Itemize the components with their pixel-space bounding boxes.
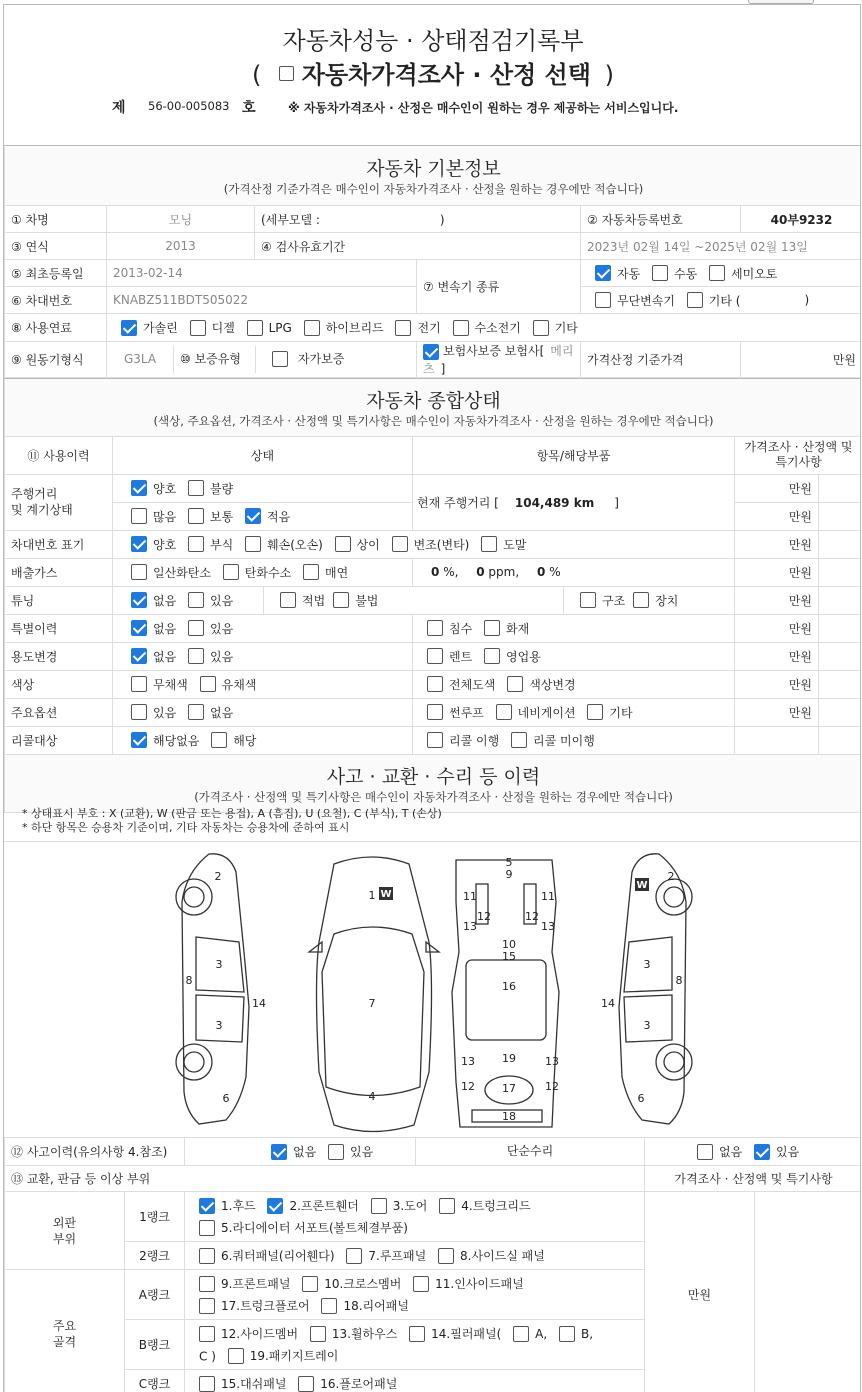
hood-mark-w: W xyxy=(380,889,392,900)
diagram-part-number: 19 xyxy=(502,1052,516,1065)
diagram-part-number: 8 xyxy=(185,974,193,987)
inspection-validity: 2023년 02월 14일 ~2025년 02월 13일 xyxy=(581,233,862,260)
diagram-part-number: 13 xyxy=(545,1055,559,1068)
purpose-exist-checkbox[interactable] xyxy=(188,648,204,664)
trans-manual-checkbox[interactable] xyxy=(652,265,668,281)
insurer-name: 메리츠 xyxy=(423,344,574,376)
diagram-part-number: 18 xyxy=(502,1110,516,1123)
diagram-part-number: 12 xyxy=(461,1080,475,1093)
car-diagram-svg xyxy=(4,842,861,1138)
special-fire-checkbox[interactable] xyxy=(484,620,500,636)
diagram-part-number: 6 xyxy=(222,1092,230,1105)
part-package-tray-checkbox[interactable] xyxy=(228,1348,244,1364)
option-sunroof-checkbox[interactable] xyxy=(427,704,443,720)
diagram-part-number: 7 xyxy=(368,997,376,1010)
form-subtitle: ( 자동차가격조사 · 산정 선택 ) xyxy=(252,61,614,89)
part-pillar-panel-checkbox[interactable] xyxy=(409,1326,425,1342)
overall-state-title: 자동차 종합상태 xyxy=(366,389,501,412)
part-trunk-lid-checkbox[interactable] xyxy=(439,1198,455,1214)
diagram-part-number: 13 xyxy=(463,920,477,933)
part-rear-panel-checkbox[interactable] xyxy=(321,1298,337,1314)
diagram-part-number: 13 xyxy=(461,1055,475,1068)
diagram-part-number: 11 xyxy=(541,890,555,903)
options-exist-checkbox[interactable] xyxy=(131,704,147,720)
part-side-member-checkbox[interactable] xyxy=(199,1326,215,1342)
mileage-good-checkbox[interactable] xyxy=(131,480,147,496)
diagram-part-number: 10 xyxy=(502,938,516,951)
diagram-part-number: 3 xyxy=(215,958,223,971)
mileage-bad-checkbox[interactable] xyxy=(188,480,204,496)
recall-not-applicable-checkbox[interactable] xyxy=(131,732,147,748)
warranty-self-checkbox[interactable] xyxy=(272,351,288,367)
diagram-part-number: 17 xyxy=(502,1082,516,1095)
vin-mismatch-checkbox[interactable] xyxy=(335,536,351,552)
tuning-device-checkbox[interactable] xyxy=(633,592,649,608)
diagram-part-number: 11 xyxy=(463,890,477,903)
diagram-part-number: 16 xyxy=(502,980,516,993)
trans-cvt-checkbox[interactable] xyxy=(595,292,611,308)
color-chromatic-checkbox[interactable] xyxy=(200,676,216,692)
fuel-diesel-checkbox[interactable] xyxy=(190,320,206,336)
overall-state-note: (색상, 주요옵션, 가격조사 · 산정액 및 특기사항은 매수인이 자동차가격조사 · 산정을 원하는 경우에만 적습니다) xyxy=(153,413,714,428)
part-front-panel-checkbox[interactable] xyxy=(199,1276,215,1292)
option-etc-checkbox[interactable] xyxy=(587,704,603,720)
mileage-many-checkbox[interactable] xyxy=(131,508,147,524)
diagram-part-number: 2 xyxy=(667,870,675,883)
diagram-part-number: 14 xyxy=(601,997,615,1010)
part-wheel-house-checkbox[interactable] xyxy=(310,1326,326,1342)
tuning-exist-checkbox[interactable] xyxy=(188,592,204,608)
vin-altered-checkbox[interactable] xyxy=(392,536,408,552)
recall-done-checkbox[interactable] xyxy=(427,732,443,748)
registration-number: 40부9232 xyxy=(741,206,862,233)
pillar-a-checkbox[interactable] xyxy=(513,1326,529,1342)
basic-info-title: 자동차 기본정보 xyxy=(366,158,501,180)
price-survey-checkbox[interactable] xyxy=(279,66,294,81)
accident-note: (가격조사 · 산정액 및 특기사항은 매수인이 자동차가격조사 · 산정을 원하는 경우에만 적습니다) xyxy=(194,789,673,804)
service-notice: ※ 자동차가격조사 · 산정은 매수인이 원하는 경우 제공하는 서비스입니다. xyxy=(288,101,679,115)
diagram-part-number: 12 xyxy=(545,1080,559,1093)
vin-number: KNABZ511BDT505022 xyxy=(107,287,417,314)
fuel-electric-checkbox[interactable] xyxy=(395,320,411,336)
diagram-part-number: 8 xyxy=(675,974,683,987)
part-cross-member-checkbox[interactable] xyxy=(302,1276,318,1292)
part-door-checkbox[interactable] xyxy=(371,1198,387,1214)
fuel-hybrid-checkbox[interactable] xyxy=(304,320,320,336)
vin-stolen-checkbox[interactable] xyxy=(481,536,497,552)
fender-mark-w: W xyxy=(636,880,648,891)
repair-exist-checkbox[interactable] xyxy=(754,1144,770,1160)
part-radiator-support-checkbox[interactable] xyxy=(199,1220,215,1236)
fuel-hydrogen-checkbox[interactable] xyxy=(453,320,469,336)
mileage-few-checkbox[interactable] xyxy=(245,508,261,524)
inspection-record-form xyxy=(3,4,861,1392)
fuel-etc-checkbox[interactable] xyxy=(533,320,549,336)
part-side-sill-checkbox[interactable] xyxy=(438,1248,454,1264)
diagram-part-number: 6 xyxy=(637,1092,645,1105)
recall-not-done-checkbox[interactable] xyxy=(511,732,527,748)
diagram-part-number: 12 xyxy=(525,910,539,923)
special-flood-checkbox[interactable] xyxy=(427,620,443,636)
record-number: 56-00-005083 xyxy=(148,99,230,113)
trans-semi-checkbox[interactable] xyxy=(709,265,725,281)
emission-values: 0 %, 0 ppm, 0 % xyxy=(413,558,735,586)
emission-hc-checkbox[interactable] xyxy=(223,564,239,580)
diagram-part-number: 5 xyxy=(505,856,513,869)
warranty-insurance-checkbox[interactable] xyxy=(423,344,439,360)
vin-good-checkbox[interactable] xyxy=(131,536,147,552)
part-roof-panel-checkbox[interactable] xyxy=(346,1248,362,1264)
special-none-checkbox[interactable] xyxy=(131,620,147,636)
model-year: 2013 xyxy=(107,233,255,260)
first-registration-date: 2013-02-14 xyxy=(107,260,417,287)
diagram-part-number: 12 xyxy=(477,910,491,923)
diagram-part-number: 3 xyxy=(643,958,651,971)
part-quarter-panel-checkbox[interactable] xyxy=(199,1248,215,1264)
mileage-value: 104,489 km xyxy=(514,495,595,510)
form-title: 자동차성능 · 상태점검기록부 xyxy=(282,27,584,55)
overall-state-table: 자동차 종합상태 (색상, 주요옵션, 가격조사 · 산정액 및 특기사항은 매수인이 자동차가격조사 · 산정을 원하는 경우에만 적습니다) ⑪ 사용이력 상태 항목/해당부품 가격조사 · 산정액 및 특기사항 주행거리 및 계기상태 양호 불량 현재 주행거리 [ 104,489 km ] 만원 많음 보통 적음 만원 차대번호 표기 양호 부식 훼손(오손) 상이 변조(변타) 도말 만원 배출가스 일산화탄소 탄화수소 매연 0 %, 0 ppm, 0 % 만원 튜닝 없음 있음 적법 불법 구조 장치 만원 특별이력 없음 있음 침수 화재 만원 용도변경 없음 있음 렌트 영업용 만원 색상 무채색 유채색 전체도색 색상변경 만원 주요옵션 있음 없음 썬루프 네비게이션 기타 만원 리콜대상 해당없음 해당 리콜 이행 리콜 미이행 사고 · 교환 · 수리 등 이력 (가격조사 · 산정액 및 특기사항은 매수인이 자동차가격조사 · 산정을 원하는 경우에만 적습니다) xyxy=(4,378,861,813)
recall-applicable-checkbox[interactable] xyxy=(211,732,227,748)
emission-smoke-checkbox[interactable] xyxy=(303,564,319,580)
part-inside-panel-checkbox[interactable] xyxy=(413,1276,429,1292)
accident-none-checkbox[interactable] xyxy=(271,1144,287,1160)
accident-exist-checkbox[interactable] xyxy=(328,1144,344,1160)
option-navi-checkbox[interactable] xyxy=(496,704,512,720)
basic-info-note: (가격산정 기준가격은 매수인이 자동차가격조사 · 산정을 원하는 경우에만 적습니다) xyxy=(223,182,644,196)
status-legend: * 상태표시 부호 : X (교환), W (판금 또는 용접), A (흠집), U (요철), C (부식), T (손상) * 하단 항목은 승용차 기준이며, 기타 자동차는 승용차에 준하여 표시 xyxy=(22,807,442,834)
color-achromatic-checkbox[interactable] xyxy=(131,676,147,692)
diagram-part-number: 1 xyxy=(368,889,376,902)
color-full-paint-checkbox[interactable] xyxy=(427,676,443,692)
part-dash-panel-checkbox[interactable] xyxy=(199,1376,215,1392)
basic-info-table: 자동차 기본정보 (가격산정 기준가격은 매수인이 자동차가격조사 · 산정을 원하는 경우에만 적습니다) ① 차명 모닝 (세부모델 : ) ② 자동차등록번호 40부9232 ③ 연식 2013 ④ 검사유효기간 2023년 02월 14일 ~2025년 02월 13일 ⑤ 최초등록일 2013-02-14 ⑦ 변속기 종류 자동 수동 세미오토 ⑥ 차대번호 KNABZ511BDT505022 무단변속기 기타 ( ) ⑧ 사용연료 가솔린 디젤 LPG 하이브리드 전기 수소전기 기타 ⑨ 원동기형식 G3LA ⑩ 보증유형 자가보증 보험사보증 보험사[ 메리츠 ] 가격산정 기준가격 만원 xyxy=(4,145,861,378)
diagram-part-number: 14 xyxy=(252,997,266,1010)
part-hood-checkbox[interactable] xyxy=(199,1198,215,1214)
purpose-rent-checkbox[interactable] xyxy=(427,648,443,664)
diagram-part-number: 2 xyxy=(214,870,222,883)
part-front-fender-checkbox[interactable] xyxy=(267,1198,283,1214)
tuning-legal-checkbox[interactable] xyxy=(280,592,296,608)
tuning-illegal-checkbox[interactable] xyxy=(333,592,349,608)
engine-type: G3LA xyxy=(123,352,157,367)
accident-title: 사고 · 교환 · 수리 등 이력 xyxy=(326,765,541,788)
diagram-part-number: 4 xyxy=(368,1090,376,1103)
car-damage-diagram xyxy=(4,841,861,1137)
tuning-structure-checkbox[interactable] xyxy=(580,592,596,608)
diagram-part-number: 3 xyxy=(643,1019,651,1032)
fuel-gasoline-checkbox[interactable] xyxy=(121,320,137,336)
part-floor-panel-checkbox[interactable] xyxy=(298,1376,314,1392)
color-change-checkbox[interactable] xyxy=(507,676,523,692)
vin-corrosion-checkbox[interactable] xyxy=(188,536,204,552)
diagram-part-number: 13 xyxy=(541,920,555,933)
repair-none-checkbox[interactable] xyxy=(697,1144,713,1160)
pillar-b-checkbox[interactable] xyxy=(559,1326,575,1342)
diagram-part-number: 15 xyxy=(502,950,516,963)
diagram-part-number: 9 xyxy=(505,868,513,881)
vin-damage-checkbox[interactable] xyxy=(245,536,261,552)
accident-history-table: ⑫ 사고이력(유의사항 4.참조) 없음 있음 단순수리 없음 있음 ⑬ 교환, 판금 등 이상 부위 가격조사 · 산정액 및 특기사항 외판 부위 1랭크 1.후드 2.프론트휀더 3.도어 4.트렁크리드 5.라디에이터 서포트(볼트체결부품) 만원 2랭크 6.쿼터패널(리어휀다) 7.루프패널 8.사이드실 패널 주요 골격 A랭크 9.프론트패널 10.크로스멤버 11.인사이드패널 17.트렁크플로어 18.리어패널 B랭크 12.사이드멤버 13.휠하우스 14.필러패널( A, B, C ) 19.패키지트레이 C랭크 15.대쉬패널 16.플로어패널 xyxy=(4,1137,861,1392)
trans-auto-checkbox[interactable] xyxy=(595,265,611,281)
part-trunk-floor-checkbox[interactable] xyxy=(199,1298,215,1314)
record-number-line: 제 56-00-005083 호 ※ 자동차가격조사 · 산정은 매수인이 원하는 경우 제공하는 서비스입니다. xyxy=(112,99,679,116)
tuning-none-checkbox[interactable] xyxy=(131,592,147,608)
car-name: 모닝 xyxy=(107,206,255,233)
fuel-lpg-checkbox[interactable] xyxy=(247,320,263,336)
purpose-none-checkbox[interactable] xyxy=(131,648,147,664)
emission-co-checkbox[interactable] xyxy=(131,564,147,580)
trans-etc-checkbox[interactable] xyxy=(687,292,703,308)
special-exist-checkbox[interactable] xyxy=(188,620,204,636)
mileage-normal-checkbox[interactable] xyxy=(188,508,204,524)
diagram-part-number: 3 xyxy=(215,1019,223,1032)
options-none-checkbox[interactable] xyxy=(188,704,204,720)
purpose-business-checkbox[interactable] xyxy=(484,648,500,664)
